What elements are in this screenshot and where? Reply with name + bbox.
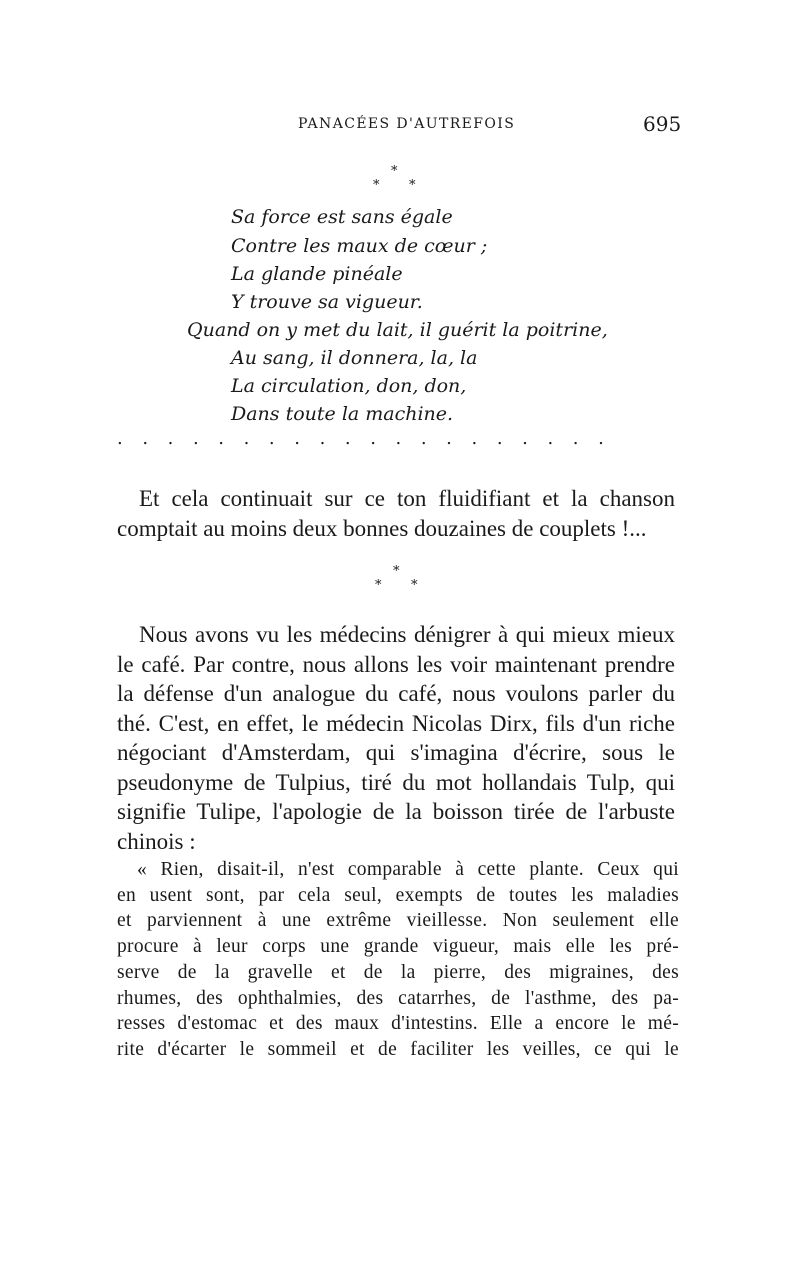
paragraph: [117, 620, 675, 856]
page-number: 695: [643, 112, 682, 136]
verse-line: Dans toute la machine.: [231, 403, 454, 425]
quotation-line: resses d'estomac et des maux d'intestins. Elle a encore le mé-: [117, 1013, 679, 1035]
asterisk-glyph: *: [409, 178, 416, 193]
quotation-line: « Rien, disait-il, n'est comparable à cette plante. Ceux qui: [137, 859, 679, 880]
paragraph-line: le café. Par contre, nous allons les voir maintenant prendre: [117, 651, 675, 677]
verse-line: Au sang, il donnera, la, la: [231, 347, 478, 369]
paragraph: [117, 484, 675, 543]
running-title: PANACÉES D'AUTREFOIS: [298, 116, 516, 132]
quotation-line: et parviennent à une extrême vieillesse. Non seulement elle: [117, 910, 679, 932]
verse-line: La glande pinéale: [231, 263, 403, 285]
asterisk-glyph: *: [375, 578, 382, 593]
asterisk-glyph: *: [391, 164, 398, 179]
paragraph-line: signifie Tulipe, l'apologie de la boisson tirée de l'arbuste: [117, 799, 675, 824]
verse-line: Contre les maux de cœur ;: [231, 235, 488, 257]
verse-line: La circulation, don, don,: [231, 375, 467, 397]
asterisk-glyph: *: [411, 578, 418, 593]
paragraph-line: la défense d'un analogue du café, nous voulons parler du: [117, 681, 675, 706]
paragraph-line: chinois :: [117, 828, 196, 854]
paragraph-line: thé. C'est, en effet, le médecin Nicolas Dirx, fils d'un riche: [117, 710, 675, 736]
quotation-line: rhumes, des ophthalmies, des catarrhes, de l'asthme, des pa-: [117, 987, 679, 1009]
quotation-line: en usent sont, par cela seul, exempts de toutes les maladies: [117, 884, 679, 906]
verse-line: Quand on y met du lait, il guérit la poitrine,: [187, 319, 608, 341]
asterism-divider: [368, 564, 428, 602]
verse-line: Y trouve sa vigueur.: [231, 291, 423, 313]
paragraph-line: Et cela continuait sur ce ton fluidifiant et la chanson: [139, 486, 675, 511]
asterisk-glyph: *: [393, 564, 400, 579]
asterisk-glyph: *: [373, 178, 380, 193]
asterism-divider: [366, 164, 426, 202]
quotation-line: serve de la gravelle et de la pierre, des migraines, des: [117, 961, 679, 983]
paragraph-line: négociant d'Amsterdam, qui s'imagina d'écrire, sous le: [117, 740, 675, 765]
paragraph-line: comptait au moins deux bonnes douzaines de couplets !...: [117, 515, 647, 541]
ellipsis-row: ....................: [117, 428, 624, 449]
quotation-line: rite d'écarter le sommeil et de faciliter les veilles, ce qui le: [117, 1038, 679, 1060]
paragraph-line: Nous avons vu les médecins dénigrer à qui mieux mieux: [139, 622, 675, 647]
quotation-block: [117, 857, 679, 1063]
verse-line: Sa force est sans égale: [231, 206, 453, 228]
quotation-line: procure à leur corps une grande vigueur, mais elle les pré-: [117, 936, 679, 958]
paragraph-line: pseudonyme de Tulpius, tiré du mot hollandais Tulp, qui: [117, 769, 675, 795]
